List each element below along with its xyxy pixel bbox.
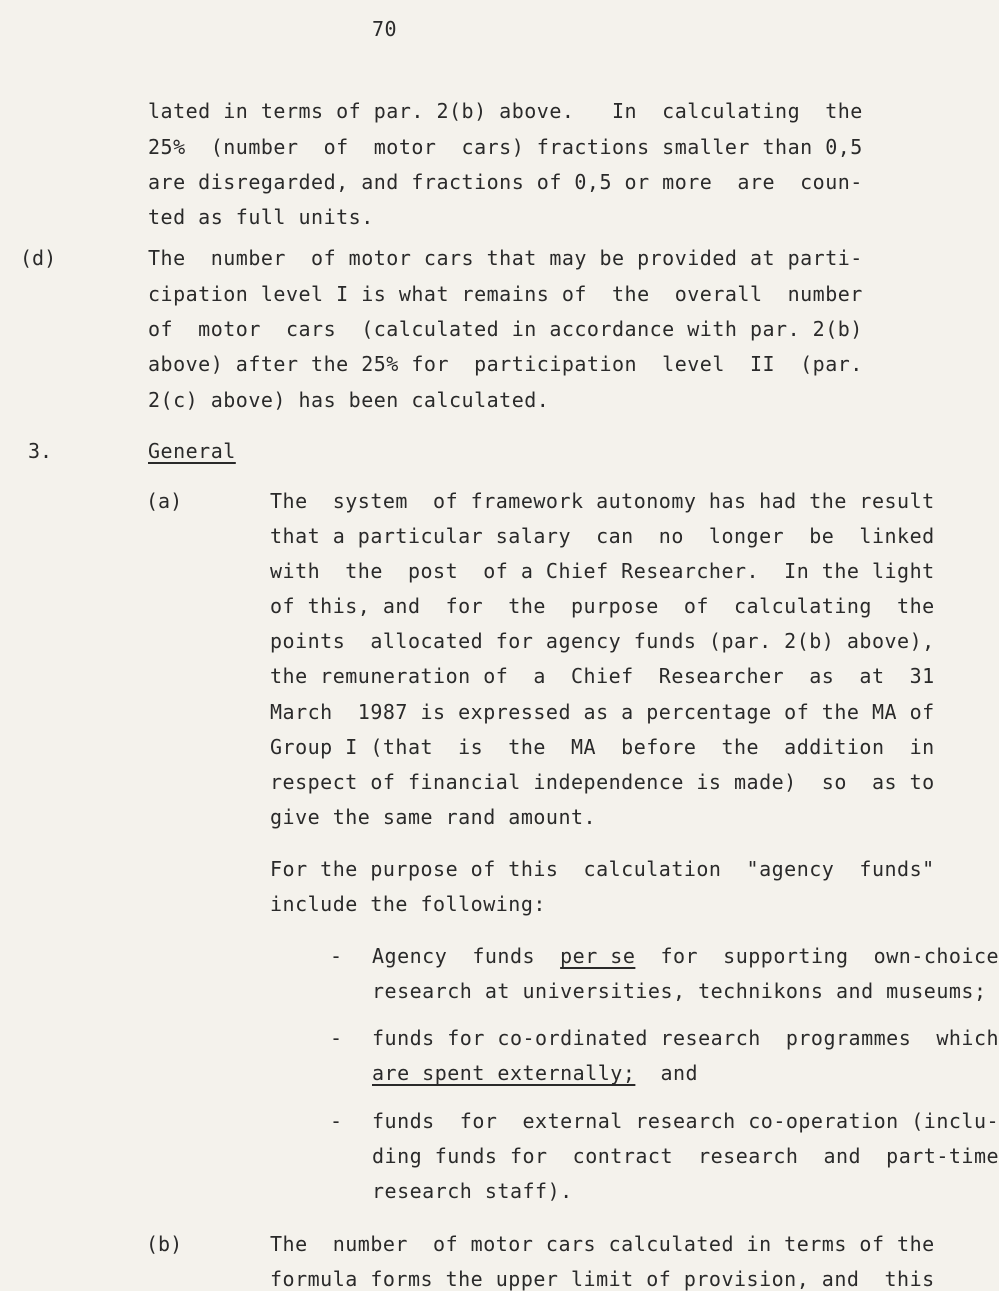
text-line: formula forms the upper limit of provision, and this [270, 1267, 935, 1291]
text-line: are disregarded, and fractions of 0,5 or more are coun- [148, 170, 863, 194]
text-line: with the post of a Chief Researcher. In the light [270, 559, 935, 583]
underlined-text: are spent externally; [372, 1061, 636, 1085]
text-line: The number of motor cars that may be provided at parti- [148, 246, 863, 270]
text-line: For the purpose of this calculation "agency funds" [270, 857, 935, 881]
section-heading: General [148, 439, 236, 463]
text-line: 25% (number of motor cars) fractions smaller than 0,5 [148, 135, 863, 159]
bullet-line: funds for co-ordinated research programmes which [372, 1026, 999, 1050]
bullet-dash: - [330, 1026, 343, 1050]
text-line: Group I (that is the MA before the addition in [270, 735, 935, 759]
text-line: The number of motor cars calculated in terms of the [270, 1232, 935, 1256]
section-number: 3. [28, 439, 53, 463]
text-line: the remuneration of a Chief Researcher as at 31 [270, 664, 935, 688]
text-line: give the same rand amount. [270, 805, 597, 829]
text-line: lated in terms of par. 2(b) above. In calculating the [148, 99, 863, 123]
item-label: (b) [146, 1232, 183, 1256]
item-label: (d) [20, 246, 57, 270]
bullet-line: research at universities, technikons and museums; [372, 979, 987, 1003]
text-line: that a particular salary can no longer be linked [270, 524, 935, 548]
bullet-line: ding funds for contract research and part-time [372, 1144, 999, 1168]
bullet-line: funds for external research co-operation (inclu- [372, 1109, 999, 1133]
text-line: include the following: [270, 892, 546, 916]
bullet-line: Agency funds per se for supporting own-choice [372, 944, 999, 968]
bullet-line: are spent externally; and [372, 1061, 699, 1085]
underlined-text: per se [560, 944, 636, 968]
text-line: above) after the 25% for participation level II (par. [148, 352, 863, 376]
text-line: ted as full units. [148, 205, 374, 229]
bullet-dash: - [330, 1109, 343, 1133]
text-line: of motor cars (calculated in accordance with par. 2(b) [148, 317, 863, 341]
text-line: points allocated for agency funds (par. 2(b) above), [270, 629, 935, 653]
text-line: March 1987 is expressed as a percentage of the MA of [270, 700, 935, 724]
bullet-line: research staff). [372, 1179, 573, 1203]
text-line: cipation level I is what remains of the overall number [148, 282, 863, 306]
text-line: 2(c) above) has been calculated. [148, 388, 550, 412]
page-number: 70 [372, 17, 398, 41]
bullet-dash: - [330, 944, 343, 968]
text-line: The system of framework autonomy has had the result [270, 489, 935, 513]
text-line: respect of financial independence is made) so as to [270, 770, 935, 794]
item-label: (a) [146, 489, 183, 513]
text-line: of this, and for the purpose of calculating the [270, 594, 935, 618]
